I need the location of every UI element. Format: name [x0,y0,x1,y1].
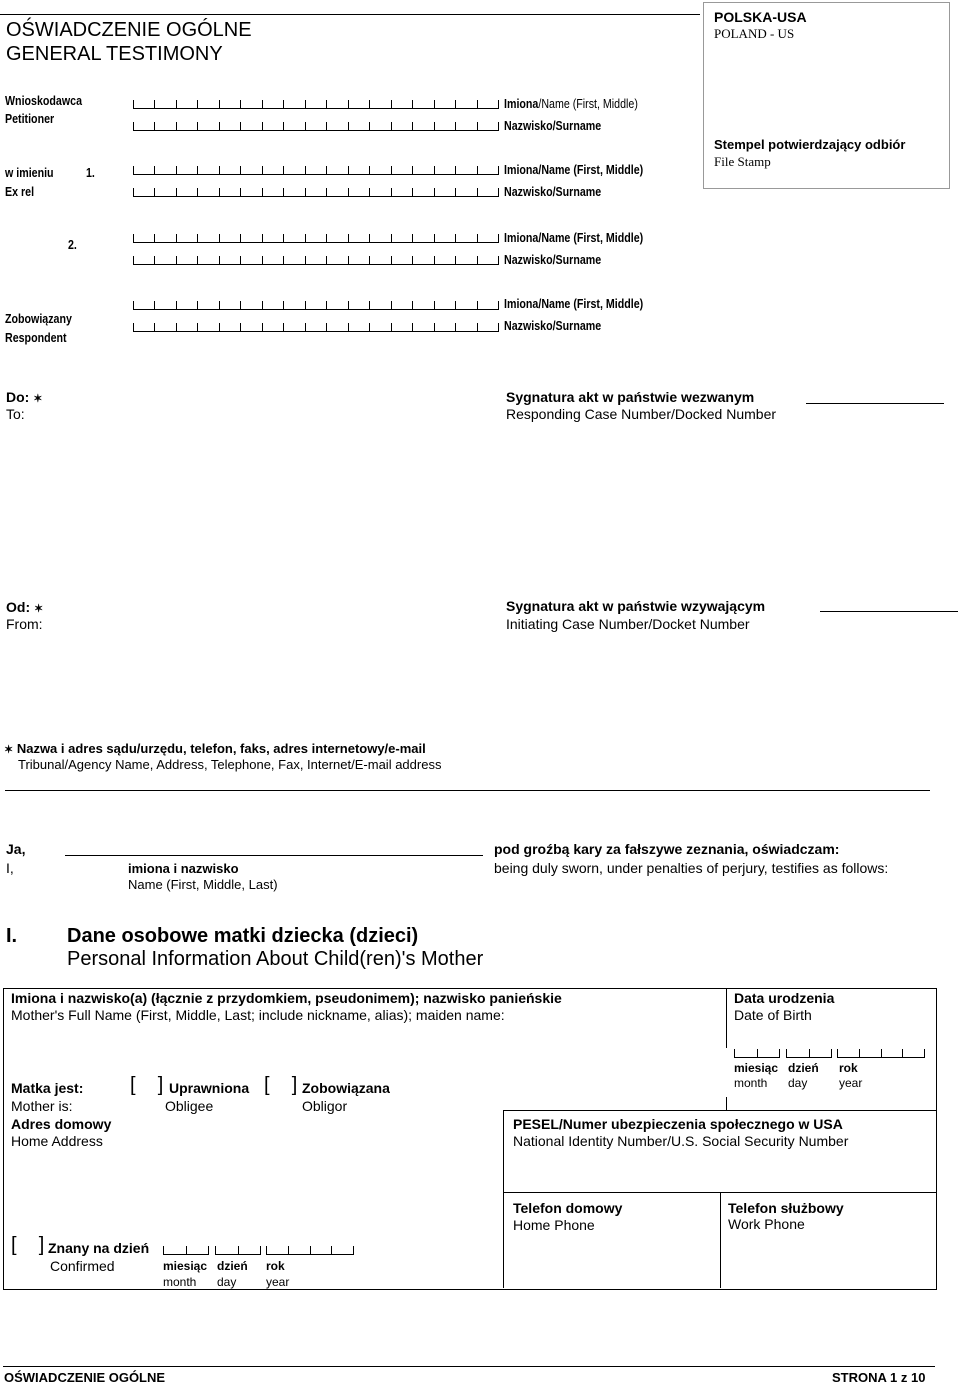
respondent-first-name-boxes[interactable] [133,293,499,310]
confirmed-month-label-pl: miesiąc [163,1259,208,1273]
asterisk-icon [4,741,13,756]
tribunal-note-pl: ✶ Nazwa i adres sądu/urzędu, telefon, faks, adres internetowy/e-mail [4,741,426,758]
confirmed-day-boxes[interactable] [215,1238,261,1255]
title-pl: OŚWIADCZENIE OGÓLNE [6,19,252,41]
home-phone-label-pl: Telefon domowy [513,1200,623,1216]
dob-year-boxes[interactable] [837,1041,925,1058]
exrel1-surname-boxes[interactable] [133,180,499,197]
home-address-label-en: Home Address [11,1133,103,1149]
exrel-label-pl: w imieniu [5,165,54,180]
section-number: I. [6,925,18,947]
petitioner-label-pl: Wnioskodawca [5,93,83,108]
surname-label: Nazwisko/Surname [504,118,602,133]
full-name-label-en: Mother's Full Name (First, Middle, Last; include nickname, alias); maiden name: [11,1007,505,1023]
petitioner-first-name-boxes[interactable] [133,92,499,109]
initiating-case-label-en: Initiating Case Number/Docket Number [506,616,750,632]
country-en: POLAND - US [714,26,795,41]
confirmed-day-label-pl: dzień [217,1259,248,1273]
pesel-label-pl: PESEL/Numer ubezpieczenia społecznego w USA [513,1116,843,1132]
dob-day-label-pl: dzień [788,1061,819,1075]
dob-month-label-pl: miesiąc [734,1061,779,1075]
oath-i: I, [6,860,14,876]
home-phone-label-en: Home Phone [513,1217,595,1233]
obligee-label-pl: Uprawniona [169,1080,250,1096]
obligee-label-en: Obligee [165,1098,214,1114]
responding-case-label-pl: Sygnatura akt w państwie wezwanym [506,389,755,405]
surname-label: Nazwisko/Surname [504,252,602,267]
mother-is-label-en: Mother is: [11,1098,73,1114]
section-title-pl: Dane osobowe matki dziecka (dzieci) [67,925,419,947]
dob-label-en: Date of Birth [734,1007,812,1023]
confirmed-label-pl: Znany na dzień [48,1240,150,1256]
confirmed-month-label-en: month [163,1275,197,1289]
exrel2-surname-boxes[interactable] [133,248,499,265]
to-label-pl: Do: ✶ [6,389,42,408]
footer-left: OŚWIADCZENIE OGÓLNE [4,1370,166,1385]
dob-month-label-en: month [734,1076,768,1090]
petitioner-label-en: Petitioner [5,111,55,126]
oath-sworn-pl: pod groźbą kary za fałszywe zeznania, oświadczam: [494,841,840,857]
surname-label: Nazwisko/Surname [504,318,602,333]
exrel-num-1: 1. [86,165,95,180]
tribunal-field-line[interactable] [5,790,930,791]
asterisk-icon [34,599,43,615]
exrel-num-2: 2. [68,237,77,252]
full-name-label-pl: Imiona i nazwisko(a) (łącznie z przydomkiem, pseudonimem); nazwisko panieńskie [11,990,562,1006]
respondent-surname-boxes[interactable] [133,315,499,332]
petitioner-surname-boxes[interactable] [133,114,499,131]
respondent-label-pl: Zobowiązany [5,311,72,326]
confirmed-day-label-en: day [217,1275,237,1289]
exrel2-first-name-boxes[interactable] [133,226,499,243]
initiating-case-label-pl: Sygnatura akt w państwie wzywającym [506,598,766,614]
oath-name-label-pl: imiona i nazwisko [128,861,239,876]
oath-sworn-en: being duly sworn, under penalties of perjury, testifies as follows: [494,860,889,876]
oath-name-field[interactable] [65,855,483,856]
confirmed-month-boxes[interactable] [163,1238,209,1255]
initiating-case-number-field[interactable] [820,611,958,612]
work-phone-label-en: Work Phone [728,1216,805,1232]
country-pl: POLSKA-USA [714,9,807,25]
oath-ja: Ja, [6,841,26,857]
tribunal-note-en: Tribunal/Agency Name, Address, Telephone, Fax, Internet/E-mail address [18,757,442,772]
dob-month-boxes[interactable] [734,1041,780,1058]
stamp-label-pl: Stempel potwierdzający odbiór [714,137,906,152]
obligor-label-en: Obligor [302,1098,348,1114]
section-title-en: Personal Information About Child(ren)'s Mother [67,948,484,970]
name-label: Imiona/Name (First, Middle) [504,230,644,245]
responding-case-number-field[interactable] [806,403,944,404]
confirmed-year-label-pl: rok [266,1259,285,1273]
obligor-label-pl: Zobowiązana [302,1080,390,1096]
dob-year-label-en: year [839,1076,863,1090]
title-en: GENERAL TESTIMONY [6,43,223,65]
to-label-en: To: [6,406,25,422]
responding-case-label-en: Responding Case Number/Docked Number [506,406,777,422]
confirmed-year-label-en: year [266,1275,290,1289]
name-label: Imiona/Name (First, Middle) [504,162,644,177]
stamp-label-en: File Stamp [714,154,771,169]
footer-page-number: STRONA 1 z 10 [832,1370,926,1385]
work-phone-label-pl: Telefon służbowy [728,1200,844,1216]
dob-day-boxes[interactable] [786,1041,832,1058]
confirmed-year-boxes[interactable] [266,1238,354,1255]
pesel-label-en: National Identity Number/U.S. Social Security Number [513,1133,849,1149]
exrel1-first-name-boxes[interactable] [133,158,499,175]
oath-name-label-en: Name (First, Middle, Last) [128,877,278,892]
from-label-en: From: [6,616,43,632]
home-address-label-pl: Adres domowy [11,1116,112,1132]
file-stamp-box [703,2,950,189]
mother-is-label-pl: Matka jest: [11,1080,84,1096]
exrel-label-en: Ex rel [5,184,35,199]
from-label-pl: Od: ✶ [6,599,43,618]
respondent-label-en: Respondent [5,330,67,345]
dob-label-pl: Data urodzenia [734,990,835,1006]
confirmed-label-en: Confirmed [50,1258,115,1274]
asterisk-icon [33,389,42,405]
surname-label: Nazwisko/Surname [504,184,602,199]
confirmed-checkbox[interactable]: [ ] [11,1234,45,1256]
obligee-checkbox[interactable]: [ ] [130,1074,164,1096]
name-label: Imiona/Name (First, Middle) [504,296,644,311]
name-label: Imiona/Name (First, Middle) [504,96,638,111]
obligor-checkbox[interactable]: [ ] [264,1074,298,1096]
dob-year-label-pl: rok [839,1061,858,1075]
dob-day-label-en: day [788,1076,808,1090]
